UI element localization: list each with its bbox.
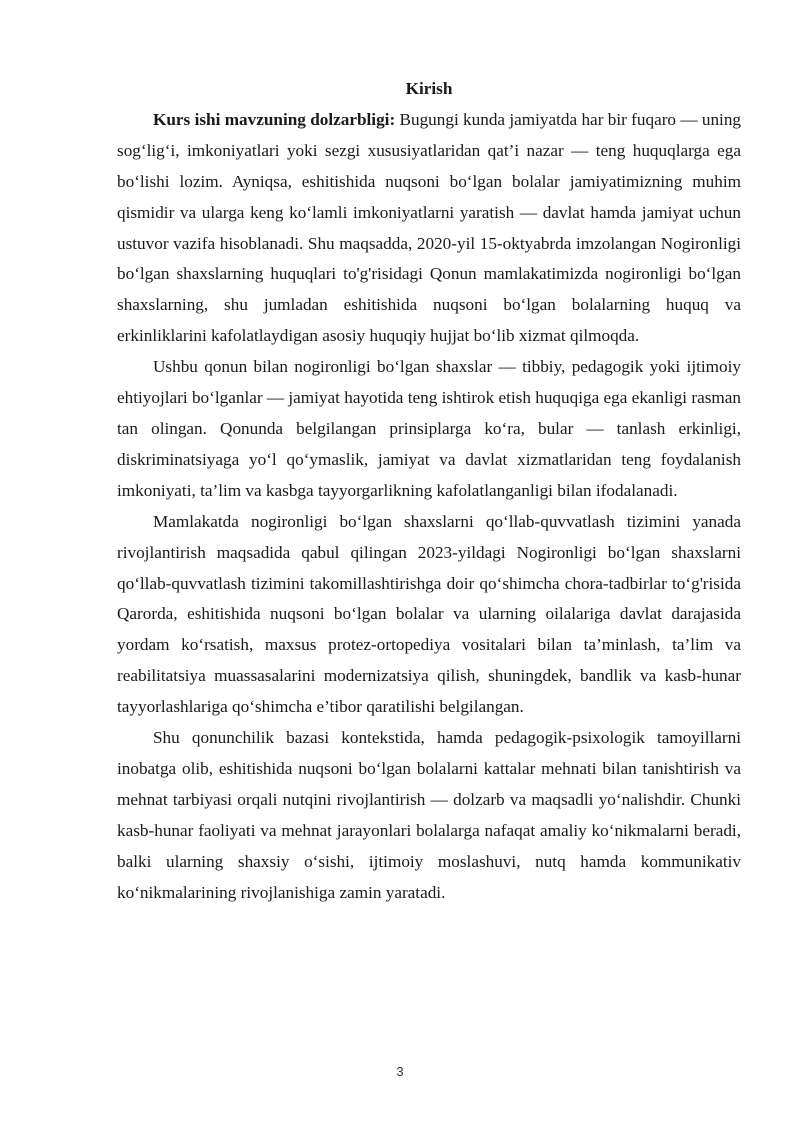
- page-number: 3: [396, 1064, 404, 1079]
- paragraph-lead: Kurs ishi mavzuning dolzarbligi:: [153, 109, 396, 129]
- paragraph-context: [117, 723, 741, 908]
- paragraph-text: Mamlakatda nogironligi bo‘lgan shaxslarni qo‘llab-quvvatlash tizimini yanada rivojlantirish maqsadida qabul qilingan 2023-yildagi Nogironligi bo‘lgan shaxslarni qo‘llab-quvvatlash tizimini takomillashtirishga doir qo‘shimcha chora-tadbirlar to‘g'risida Qarorda, eshitishida nuqsoni bo‘lgan bolalar va ularning oilalariga davlat darajasida yordam ko‘rsatish, maxsus protez-ortopediya vositalari bilan ta’minlash, ta’lim va reabilitatsiya muassasalarini modernizatsiya qilish, shuningdek, bandlik va kasb-hunar tayyorlashlariga qo‘shimcha e’tibor qaratilishi belgilangan.: [117, 511, 741, 717]
- paragraph-text: Bugungi kunda jamiyatda har bir fuqaro — uning sog‘lig‘i, imkoniyatlari yoki sezgi xususiyatlaridan qat’i nazar — teng huquqlarga ega bo‘lishi lozim. Ayniqsa, eshitishida nuqsoni bo‘lgan bolalar jamiyatimizning muhim qismidir va ularga keng ko‘lamli imkoniyatlarni yaratish — davlat hamda jamiyat uchun ustuvor vazifa hisoblanadi. Shu maqsadda, 2020-yil 15-oktyabrda imzolangan Nogironligi bo‘lgan shaxslarning huquqlari to'g'risidagi Qonun mamlakatimizda nogironligi bo‘lgan shaxslarning, shu jumladan eshitishida nuqsoni bo‘lgan bolalarning huquq va erkinliklarini kafolatlaydigan asosiy huquqiy hujjat bo‘lib xizmat qilmoqda.: [117, 109, 742, 346]
- paragraph-resolution: [117, 507, 741, 723]
- paragraph-text: Ushbu qonun bilan nogironligi bo‘lgan shaxslar — tibbiy, pedagogik yoki ijtimoiy ehtiyojlari bo‘lganlar — jamiyat hayotida teng ishtirok etish huquqiga ega ekanligi rasman tan olingan. Qonunda belgilangan prinsiplarga ko‘ra, bular — tanlash erkinligi, diskriminatsiyaga yo‘l qo‘ymaslik, jamiyat va davlat xizmatlaridan teng foydalanish imkoniyati, ta’lim va kasbga tayyorgarlikning kafolatlanganligi bilan ifodalanadi.: [117, 357, 741, 500]
- paragraph-law: [117, 352, 741, 507]
- paragraph-text: Shu qonunchilik bazasi kontekstida, hamda pedagogik-psixologik tamoyillarni inobatga olib, eshitishida nuqsoni bo‘lgan bolalarni kattalar mehnati bilan tanishtirish va mehnat tarbiyasi orqali nutqini rivojlantirish — dolzarb va maqsadli yo‘nalishdir. Chunki kasb-hunar faoliyati va mehnat jarayonlari bolalarga nafaqat amaliy ko‘nikmalarni beradi, balki ularning shaxsiy o‘sishi, ijtimoiy moslashuvi, nutq hamda kommunikativ ko‘nikmalarining rivojlanishiga zamin yaratadi.: [117, 728, 741, 902]
- page-content: [117, 74, 741, 908]
- paragraph-relevance: [117, 105, 741, 352]
- section-title: Kirish: [405, 79, 453, 98]
